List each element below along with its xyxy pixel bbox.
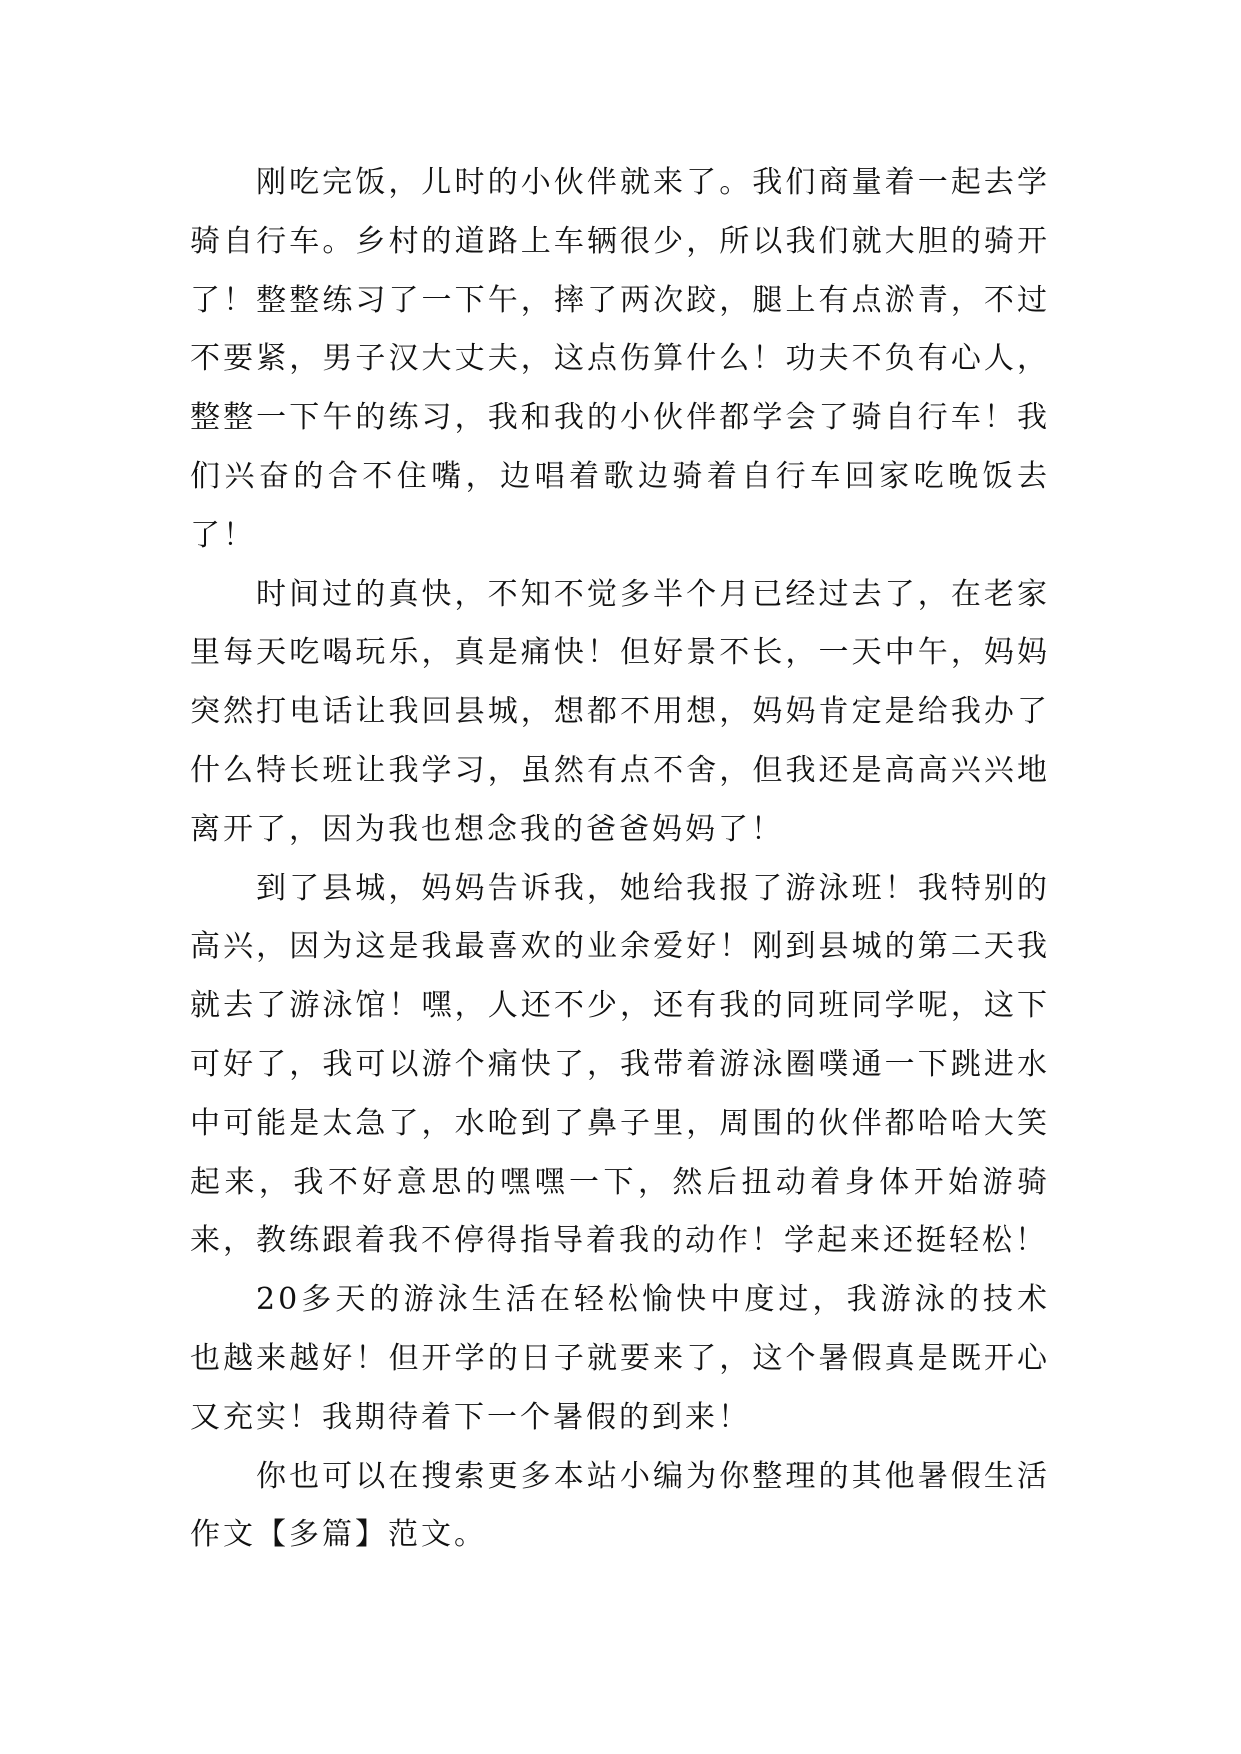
paragraph-5: 你也可以在搜索更多本站小编为你整理的其他暑假生活作文【多篇】范文。 xyxy=(190,1458,1050,1553)
document-body xyxy=(190,154,1050,1565)
paragraph-1: 刚吃完饭，儿时的小伙伴就来了。我们商量着一起去学骑自行车。乡村的道路上车辆很少，所以我们就大胆的骑开了！整整练习了一下午，摔了两次跤，腿上有点淤青，不过不要紧，男子汉大丈夫，这点伤算什么！功夫不负有心人，整整一下午的练习，我和我的小伙伴都学会了骑自行车！我们兴奋的合不住嘴，边唱着歌边骑着自行车回家吃晚饭去了！ xyxy=(190,165,1050,553)
paragraph-3: 到了县城，妈妈告诉我，她给我报了游泳班！我特别的高兴，因为这是我最喜欢的业余爱好！刚到县城的第二天我就去了游泳馆！嘿，人还不少，还有我的同班同学呢，这下可好了，我可以游个痛快了，我带着游泳圈噗通一下跳进水中可能是太急了，水呛到了鼻子里，周围的伙伴都哈哈大笑起来，我不好意思的嘿嘿一下，然后扭动着身体开始游骑来，教练跟着我不停得指导着我的动作！学起来还挺轻松！ xyxy=(190,870,1050,1259)
paragraph-2: 时间过的真快，不知不觉多半个月已经过去了，在老家里每天吃喝玩乐，真是痛快！但好景不长，一天中午，妈妈突然打电话让我回县城，想都不用想，妈妈肯定是给我办了什么特长班让我学习，虽然有点不舍，但我还是高高兴兴地离开了，因为我也想念我的爸爸妈妈了！ xyxy=(190,576,1050,847)
paragraph-4: 20多天的游泳生活在轻松愉快中度过，我游泳的技术也越来越好！但开学的日子就要来了，这个暑假真是既开心又充实！我期待着下一个暑假的到来！ xyxy=(190,1282,1050,1435)
